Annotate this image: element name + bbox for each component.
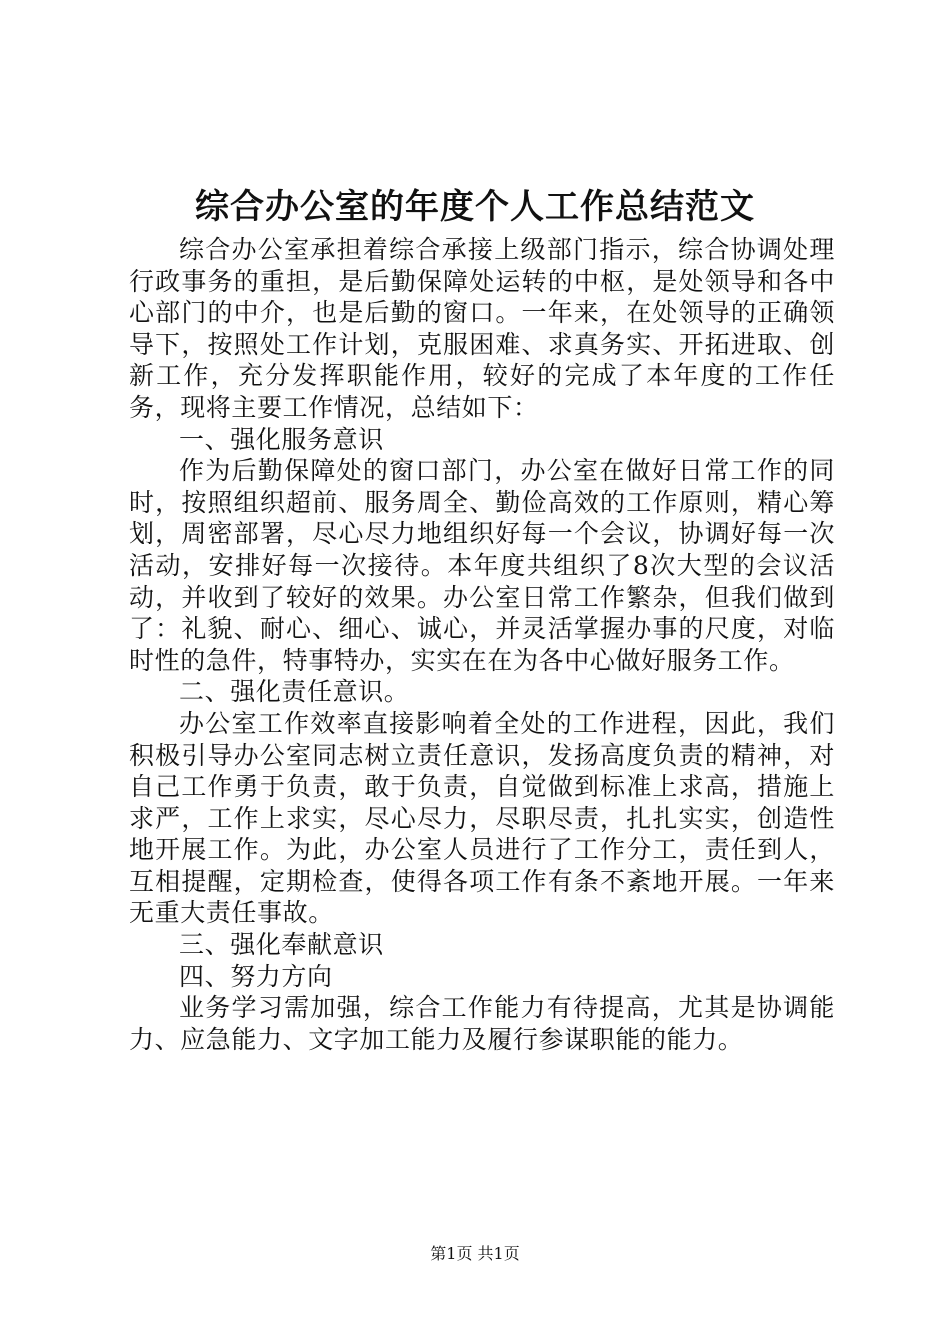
section-heading-1: 一、强化服务意识 [179,424,384,454]
section-heading-4: 四、努力方向 [179,961,333,991]
paragraph-direction: 业务学习需加强，综合工作能力有待提高，尤其是协调能力、应急能力、文字加工能力及履行参谋职能的能力。 [129,993,835,1054]
paragraph-service: 作为后勤保障处的窗口部门，办公室在做好日常工作的同时，按照组织超前、服务周全、勤俭高效的工作原则，精心筹划，周密部署，尽心尽力地组织好每一个会议，协调好每一次活动，安排好每一次接待。本年度共组织了8次大型的会议活动，并收到了较好的效果。办公室日常工作繁杂，但我们做到了：礼貌、耐心、细心、诚心，并灵活掌握办事的尺度，对临时性的急件，特事特办，实实在在为各中心做好服务工作。 [129,456,835,675]
page-footer: 第1页 共1页 [430,1244,520,1263]
document-body [129,234,835,1055]
document-title: 综合办公室的年度个人工作总结范文 [195,187,755,227]
section-heading-2: 二、强化责任意识。 [179,677,410,707]
paragraph-intro: 综合办公室承担着综合承接上级部门指示，综合协调处理行政事务的重担，是后勤保障处运转的中枢，是处领导和各中心部门的中介，也是后勤的窗口。一年来，在处领导的正确领导下，按照处工作计划，克服困难、求真务实、开拓进取、创新工作，充分发挥职能作用，较好的完成了本年度的工作任务，现将主要工作情况，总结如下： [129,235,835,422]
paragraph-responsibility: 办公室工作效率直接影响着全处的工作进程，因此，我们积极引导办公室同志树立责任意识，发扬高度负责的精神，对自己工作勇于负责，敢于负责，自觉做到标准上求高，措施上求严，工作上求实，尽心尽力，尽职尽责，扎扎实实，创造性地开展工作。为此，办公室人员进行了工作分工，责任到人，互相提醒，定期检查，使得各项工作有条不紊地开展。一年来无重大责任事故。 [129,708,835,928]
section-heading-3: 三、强化奉献意识 [179,930,384,960]
